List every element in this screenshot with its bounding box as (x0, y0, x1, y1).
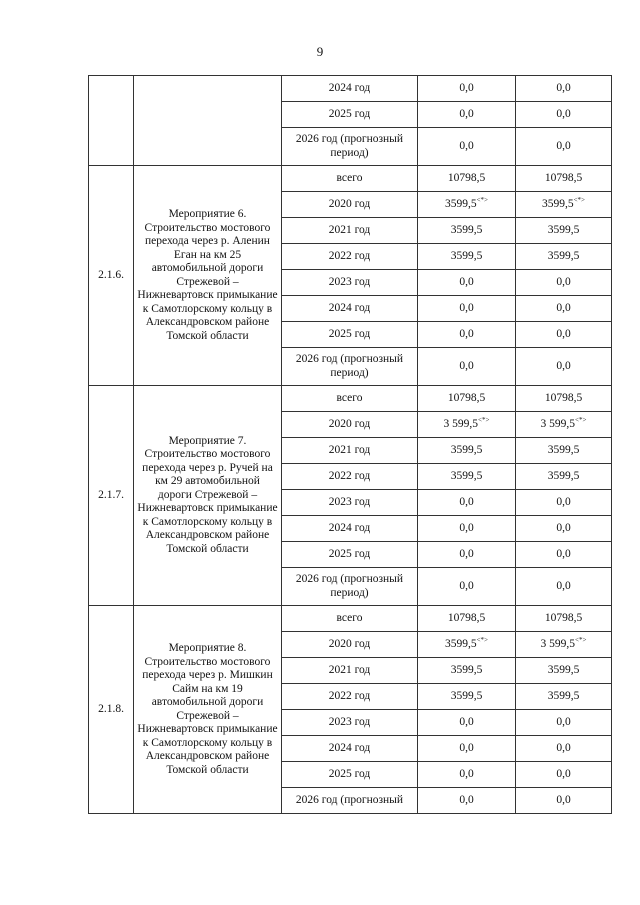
value-cell-text: 3599,5 (450, 249, 483, 262)
period-cell (282, 438, 418, 464)
value-cell-text: 0,0 (459, 715, 474, 728)
value-cell-text: 0,0 (556, 301, 571, 314)
value-cell-text: 0,0 (459, 275, 474, 288)
value-cell (516, 386, 612, 412)
value-cell-text: 3599,5 (450, 223, 483, 236)
period-cell-text: 2020 год (328, 637, 371, 650)
value-cell (516, 192, 612, 218)
footnote-mark: <*> (476, 195, 489, 204)
period-cell-text: 2024 год (328, 301, 371, 314)
value-cell (418, 218, 516, 244)
period-cell (282, 762, 418, 788)
period-cell (282, 386, 418, 412)
period-cell (282, 464, 418, 490)
value-cell-text: 10798,5 (447, 611, 486, 624)
value-cell (418, 128, 516, 166)
value-cell (418, 102, 516, 128)
value-cell (418, 438, 516, 464)
period-cell (282, 166, 418, 192)
value-cell (516, 166, 612, 192)
period-cell (282, 710, 418, 736)
value-cell (516, 76, 612, 102)
value-cell (418, 762, 516, 788)
item-code-cell (89, 606, 134, 814)
value-cell-text: 0,0 (556, 767, 571, 780)
item-title-cell (134, 166, 282, 386)
value-cell-text: 3599,5 (547, 689, 580, 702)
value-cell (516, 684, 612, 710)
period-cell (282, 568, 418, 606)
period-cell (282, 296, 418, 322)
value-cell (418, 244, 516, 270)
period-cell (282, 788, 418, 814)
period-cell-text: 2026 год (прогнозный период) (295, 573, 404, 599)
period-cell-text: 2020 год (328, 417, 371, 430)
value-cell-text: 10798,5 (447, 171, 486, 184)
period-cell (282, 270, 418, 296)
item-title-cell-text: Мероприятие 7. Строительство мостового перехода через р. Ручей на км 29 автомобильной дороги Стрежевой – Нижневартовск примыкание к Самотлорскому кольцу в Александровском районе Томской области (137, 434, 278, 555)
period-cell (282, 218, 418, 244)
value-cell-text: 3599,5 (450, 689, 483, 702)
value-cell-text: 3599,5 (547, 663, 580, 676)
period-cell (282, 322, 418, 348)
value-cell-text: 3599,5 (450, 663, 483, 676)
value-cell (516, 490, 612, 516)
period-cell-text: 2024 год (328, 741, 371, 754)
period-cell-text: 2025 год (328, 547, 371, 560)
value-cell-text: 3599,5 (547, 469, 580, 482)
value-cell (418, 542, 516, 568)
item-title-cell (134, 606, 282, 814)
value-cell-text: 0,0 (459, 301, 474, 314)
table-row (89, 386, 612, 412)
period-cell (282, 684, 418, 710)
value-cell-text: 3599,5 (450, 469, 483, 482)
footnote-mark: <*> (575, 635, 587, 644)
item-title-cell (134, 76, 282, 166)
value-cell-text: 10798,5 (544, 611, 583, 624)
value-cell (516, 438, 612, 464)
value-cell-text: 3599,5 (547, 223, 580, 236)
value-cell (516, 542, 612, 568)
period-cell (282, 606, 418, 632)
value-cell (418, 568, 516, 606)
period-cell-text: 2025 год (328, 327, 371, 340)
period-cell (282, 102, 418, 128)
value-cell (516, 244, 612, 270)
footnote-mark: <*> (573, 195, 586, 204)
value-cell (418, 710, 516, 736)
value-cell-text: 0,0 (556, 793, 571, 806)
value-cell (418, 386, 516, 412)
value-cell (418, 166, 516, 192)
value-cell-text: 10798,5 (544, 171, 583, 184)
value-cell-text: 0,0 (556, 359, 571, 372)
item-code-cell-text: 2.1.8. (98, 702, 124, 715)
value-cell (418, 348, 516, 386)
value-cell (516, 710, 612, 736)
value-cell-text: 0,0 (459, 495, 474, 508)
value-cell-text: 3599,5 (547, 249, 580, 262)
value-cell-text: 3599,5 (541, 197, 574, 210)
value-cell-text: 0,0 (459, 327, 474, 340)
item-code-cell-text: 2.1.7. (98, 488, 124, 501)
table-row (89, 166, 612, 192)
value-cell-text: 3 599,5 (540, 637, 576, 650)
value-cell (418, 296, 516, 322)
period-cell-text: 2025 год (328, 767, 371, 780)
period-cell-text: 2020 год (328, 197, 371, 210)
period-cell-text: 2022 год (328, 689, 371, 702)
period-cell (282, 128, 418, 166)
item-code-cell-text: 2.1.6. (98, 268, 124, 281)
value-cell (516, 102, 612, 128)
value-cell (516, 762, 612, 788)
item-title-cell-text: Мероприятие 8. Строительство мостового перехода через р. Мишкин Сайм на км 19 автомобильной дороги Стрежевой – Нижневартовск примыкание к Самотлорскому кольцу в Александровском районе Томской области (137, 642, 278, 776)
period-cell-text: 2026 год (прогнозный (295, 793, 404, 806)
value-cell (516, 516, 612, 542)
value-cell (516, 464, 612, 490)
value-cell-text: 0,0 (459, 139, 474, 152)
period-cell (282, 632, 418, 658)
value-cell-text: 0,0 (459, 81, 474, 94)
value-cell-text: 0,0 (556, 107, 571, 120)
period-cell-text: 2024 год (328, 81, 371, 94)
value-cell (516, 296, 612, 322)
value-cell (516, 322, 612, 348)
value-cell-text: 0,0 (556, 579, 571, 592)
value-cell (516, 412, 612, 438)
value-cell-text: 0,0 (459, 107, 474, 120)
footnote-mark: <*> (575, 415, 587, 424)
table-row (89, 76, 612, 102)
value-cell-text: 0,0 (459, 521, 474, 534)
value-cell (418, 736, 516, 762)
value-cell (516, 658, 612, 684)
item-title-cell-text: Мероприятие 6. Строительство мостового перехода через р. Аленин Еган на км 25 автомобильной дороги Стрежевой – Нижневартовск примыкание к Самотлорскому кольцу в Александровском районе Томской области (137, 208, 278, 342)
program-table (88, 75, 612, 814)
value-cell (418, 788, 516, 814)
item-code-cell (89, 386, 134, 606)
value-cell (516, 606, 612, 632)
value-cell-text: 0,0 (556, 521, 571, 534)
value-cell (418, 412, 516, 438)
value-cell-text: 10798,5 (544, 391, 583, 404)
value-cell (418, 684, 516, 710)
value-cell-text: 0,0 (459, 547, 474, 560)
period-cell (282, 490, 418, 516)
table-row (89, 606, 612, 632)
value-cell-text: 0,0 (556, 275, 571, 288)
value-cell-text: 0,0 (459, 359, 474, 372)
period-cell-text: 2021 год (328, 663, 371, 676)
value-cell (418, 606, 516, 632)
period-cell-text: 2021 год (328, 443, 371, 456)
period-cell-text: 2021 год (328, 223, 371, 236)
period-cell-text: 2026 год (прогнозный период) (295, 353, 404, 379)
value-cell (418, 76, 516, 102)
period-cell-text: 2022 год (328, 249, 371, 262)
value-cell (418, 490, 516, 516)
value-cell-text: 0,0 (556, 81, 571, 94)
period-cell (282, 192, 418, 218)
period-cell (282, 412, 418, 438)
period-cell-text: 2022 год (328, 469, 371, 482)
value-cell-text: 0,0 (459, 741, 474, 754)
period-cell-text: 2023 год (328, 275, 371, 288)
value-cell (418, 322, 516, 348)
footnote-mark: <*> (478, 415, 490, 424)
period-cell-text: всего (336, 391, 363, 404)
footnote-mark: <*> (476, 635, 489, 644)
value-cell (516, 568, 612, 606)
period-cell (282, 658, 418, 684)
value-cell-text: 3599,5 (444, 197, 477, 210)
value-cell-text: 0,0 (556, 741, 571, 754)
item-code-cell (89, 76, 134, 166)
period-cell-text: 2025 год (328, 107, 371, 120)
value-cell-text: 3 599,5 (443, 417, 479, 430)
period-cell (282, 516, 418, 542)
item-code-cell (89, 166, 134, 386)
value-cell (418, 632, 516, 658)
value-cell (516, 128, 612, 166)
period-cell-text: 2023 год (328, 495, 371, 508)
value-cell-text: 0,0 (556, 139, 571, 152)
period-cell-text: 2023 год (328, 715, 371, 728)
period-cell (282, 348, 418, 386)
value-cell (418, 516, 516, 542)
value-cell-text: 3599,5 (547, 443, 580, 456)
value-cell (418, 464, 516, 490)
value-cell-text: 0,0 (459, 767, 474, 780)
value-cell (418, 192, 516, 218)
value-cell-text: 0,0 (556, 327, 571, 340)
value-cell (516, 270, 612, 296)
value-cell-text: 0,0 (556, 715, 571, 728)
value-cell-text: 3599,5 (450, 443, 483, 456)
period-cell (282, 736, 418, 762)
value-cell (418, 270, 516, 296)
value-cell (516, 788, 612, 814)
page-number: 9 (316, 44, 324, 59)
period-cell-text: 2026 год (прогнозный период) (295, 133, 404, 159)
value-cell (418, 658, 516, 684)
value-cell (516, 348, 612, 386)
period-cell (282, 542, 418, 568)
value-cell-text: 10798,5 (447, 391, 486, 404)
value-cell (516, 218, 612, 244)
value-cell-text: 0,0 (459, 793, 474, 806)
value-cell (516, 736, 612, 762)
item-title-cell (134, 386, 282, 606)
period-cell-text: всего (336, 611, 363, 624)
value-cell-text: 3 599,5 (540, 417, 576, 430)
value-cell-text: 0,0 (459, 579, 474, 592)
value-cell-text: 3599,5 (444, 637, 477, 650)
value-cell-text: 0,0 (556, 495, 571, 508)
value-cell (516, 632, 612, 658)
period-cell (282, 76, 418, 102)
period-cell-text: всего (336, 171, 363, 184)
period-cell-text: 2024 год (328, 521, 371, 534)
value-cell-text: 0,0 (556, 547, 571, 560)
period-cell (282, 244, 418, 270)
